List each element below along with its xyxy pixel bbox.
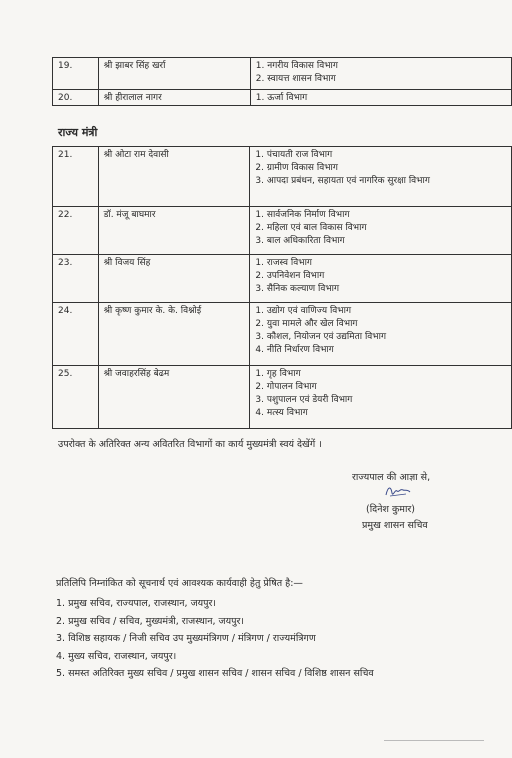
copy-to-item: 5. समस्त अतिरिक्त मुख्य सचिव / प्रमुख शासन सचिव / शासन सचिव / विशिष्ठ शासन सचिव <box>56 668 374 679</box>
department-item: 1. नगरीय विकास विभाग <box>255 61 338 71</box>
department-list <box>250 255 512 303</box>
department-item: 3. पशुपालन एवं डेयरी विभाग <box>255 395 353 405</box>
minister-name: श्री जवाहरसिंह बेढम <box>98 366 250 429</box>
serial-number: 20. <box>53 90 99 106</box>
minister-name: श्री ओटा राम देवासी <box>98 147 250 207</box>
department-list <box>250 303 512 366</box>
department-item: 2. ग्रामीण विकास विभाग <box>255 163 338 173</box>
department-item: 2. महिला एवं बाल विकास विभाग <box>255 223 367 233</box>
serial-number: 22. <box>53 207 99 255</box>
ministers-of-state-table <box>52 146 512 429</box>
department-item: 2. गोपालन विभाग <box>255 382 317 392</box>
unallocated-departments-note: उपरोक्त के अतिरिक्त अन्य अवितरित विभागों का कार्य मुख्यमंत्री स्वयं देखेंगें । <box>58 439 322 450</box>
department-list <box>250 366 512 429</box>
serial-number: 21. <box>53 147 99 207</box>
department-item: 1. गृह विभाग <box>255 369 301 379</box>
department-item: 4. मत्स्य विभाग <box>255 408 308 418</box>
department-item: 3. बाल अधिकारिता विभाग <box>255 236 345 246</box>
minister-row <box>53 58 512 90</box>
copy-to-item: 1. प्रमुख सचिव, राज्यपाल, राजस्थान, जयपुर। <box>56 598 217 609</box>
ministers-table-continued <box>52 57 512 106</box>
signer-name: (दिनेश कुमार) <box>366 504 415 515</box>
minister-row <box>53 147 512 207</box>
minister-name: श्री विजय सिंह <box>98 255 250 303</box>
department-item: 4. नीति निर्धारण विभाग <box>255 345 334 355</box>
department-item: 1. उद्योग एवं वाणिज्य विभाग <box>255 306 352 316</box>
department-item: 1. पंचायती राज विभाग <box>255 150 333 160</box>
minister-name: डॉ. मंजू बाघमार <box>98 207 250 255</box>
department-list <box>250 90 511 106</box>
department-list <box>250 58 511 90</box>
copy-to-intro: प्रतिलिपि निम्नांकित को सूचनार्थ एवं आवश्यक कार्यवाही हेतु प्रेषित है:— <box>56 578 303 589</box>
minister-row <box>53 366 512 429</box>
copy-to-item: 4. मुख्य सचिव, राजस्थान, जयपुर। <box>56 650 177 662</box>
department-item: 2. युवा मामले और खेल विभाग <box>255 319 358 329</box>
department-list <box>250 207 512 255</box>
department-item: 1. ऊर्जा विभाग <box>255 93 308 103</box>
minister-name: श्री हीरालाल नागर <box>98 90 250 106</box>
department-item: 3. कौशल, नियोजन एवं उद्यमिता विभाग <box>255 332 387 342</box>
signature-mark <box>384 483 412 499</box>
minister-name: श्री कृष्ण कुमार के. के. विश्नोई <box>98 303 250 366</box>
copy-to-item: 2. प्रमुख सचिव / सचिव, मुख्यमंत्री, राजस्थान, जयपुर। <box>56 615 244 627</box>
minister-row <box>53 90 512 106</box>
scan-artifact-line <box>384 740 484 741</box>
signer-designation: प्रमुख शासन सचिव <box>362 520 428 531</box>
department-item: 1. सार्वजनिक निर्माण विभाग <box>255 210 350 220</box>
minister-name: श्री झाबर सिंह खर्रा <box>98 58 250 90</box>
department-item: 3. आपदा प्रबंधन, सहायता एवं नागरिक सुरक्षा विभाग <box>255 176 430 186</box>
minister-row <box>53 303 512 366</box>
order-line: राज्यपाल की आज्ञा से, <box>352 472 431 483</box>
department-item: 2. उपनिवेशन विभाग <box>255 271 325 281</box>
minister-row <box>53 207 512 255</box>
serial-number: 25. <box>53 366 99 429</box>
department-item: 2. स्वायत्त शासन विभाग <box>255 74 336 84</box>
copy-to-item: 3. विशिष्ठ सहायक / निजी सचिव उप मुख्यमंत्रिगण / मंत्रिगण / राज्यमंत्रिगण <box>56 633 316 644</box>
section-heading-ministers-of-state: राज्य मंत्री <box>58 126 98 139</box>
department-item: 1. राजस्व विभाग <box>255 258 312 268</box>
serial-number: 23. <box>53 255 99 303</box>
department-list <box>250 147 512 207</box>
serial-number: 24. <box>53 303 99 366</box>
copy-to-list <box>56 596 374 684</box>
department-item: 3. सैनिक कल्याण विभाग <box>255 284 340 294</box>
serial-number: 19. <box>53 58 99 90</box>
minister-row <box>53 255 512 303</box>
